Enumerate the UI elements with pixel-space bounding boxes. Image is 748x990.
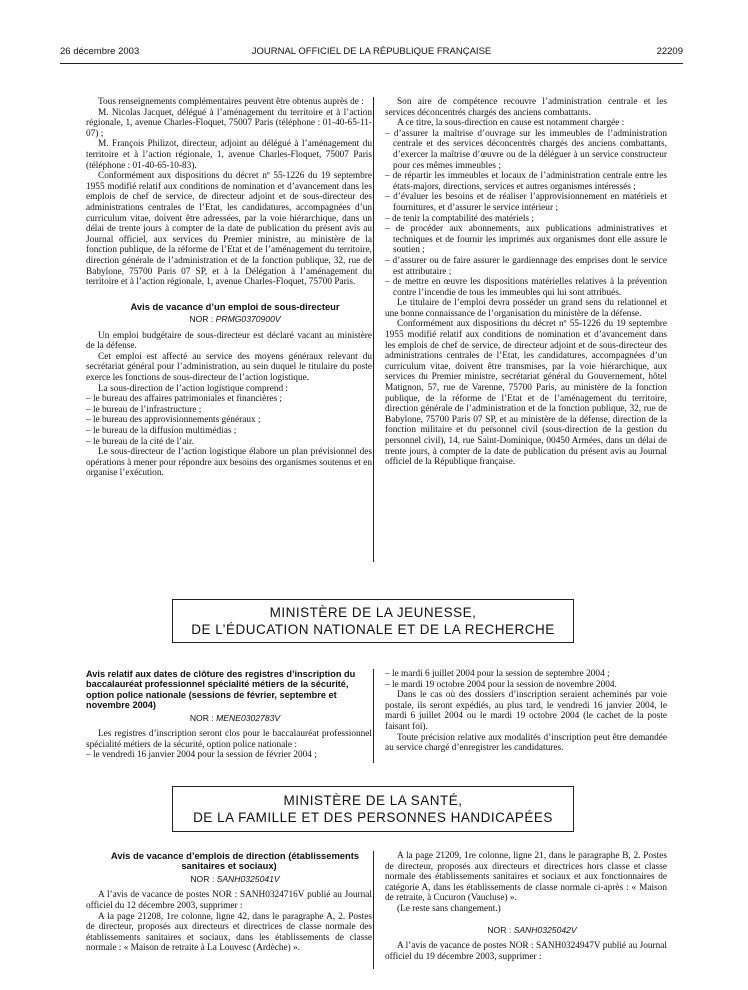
list-item: – d’assurer la maîtrise d’ouvrage sur les immeubles de l’administration centrale et des services déconcentrés chargés des anciens combattants, d’exercer la maîtrise d’œuvre ou de la déléguer à un service constructeur pour ces mêmes immeubles ;: [385, 128, 667, 171]
nor-reference: NOR : SANH0325041V: [190, 873, 280, 884]
list-item: – de mettre en œuvre les dispositions matérielles relatives à la prévention contre l’incendie de tous les immeubles qui lui sont attribués.: [385, 277, 667, 298]
bot-right-column: [385, 851, 667, 962]
header-journal-title: JOURNAL OFFICIEL DE LA RÉPUBLIQUE FRANÇAISE: [251, 46, 492, 57]
ministry-name-line1: MINISTÈRE DE LA JEUNESSE,: [269, 605, 477, 620]
list-item: – d’assurer ou de faire assurer le gardiennage des emprises dont le service est attributaire ;: [385, 255, 667, 277]
paragraph: Un emploi budgétaire de sous-directeur est déclaré vacant au ministère de la défense.: [86, 330, 372, 352]
list-item: – le bureau des affaires patrimoniales et financières ;: [86, 394, 283, 405]
list-item: – d’évaluer les besoins et de réaliser l’approvisionnement en matériels et fournitures, et d’assurer le service intérieur ;: [385, 192, 667, 213]
paragraph: Cet emploi est affecté au service des moyens généraux relevant du secrétariat général pour l’administration, au sein duquel le titulaire du poste exerce les fonctions de sous-directeur de l’action logistique.: [86, 351, 372, 384]
nor-reference: NOR : MENE0302783V: [189, 712, 281, 723]
list-item: – le bureau des approvisionnements généraux ;: [86, 415, 261, 426]
list-item: – le bureau de l’infrastructure ;: [86, 404, 202, 415]
paragraph: M. François Philizot, directeur, adjoint au délégué à l’aménagement du territoire et à l’action régionale, 1, avenue Charles-Floquet, 75007 Paris (téléphone : 01-40-65-10-83).: [86, 139, 372, 171]
header-page-number: 22209: [656, 46, 683, 57]
paragraph: A la page 21209, 1re colonne, ligne 21, dans le paragraphe B, 2. Postes de directeur, proposés aux directeurs et directrices hors classe et classe normale des établissements sanitaires et sociaux et aux fonctionnaires de catégorie A, dans les établissements de classe normale ci-après : « Maison de retraite, à Cucuron (Vaucluse) ».: [385, 851, 667, 904]
list-item: – de tenir la comptabilité des matériels ;: [385, 213, 534, 224]
bot-left-column: [86, 851, 372, 954]
ministry-heading-box: [172, 786, 574, 832]
list-item: – le mardi 6 juillet 2004 pour la session de septembre 2004 ;: [385, 669, 610, 679]
ministry-heading-box: [172, 599, 574, 643]
paragraph: A l’avis de vacance de postes NOR : SANH0324947V publié au Journal officiel du 19 décembre 2003, supprimer :: [385, 941, 667, 962]
column-divider: [373, 669, 374, 763]
paragraph: M. Nicolas Jacquet, délégué à l’aménagement du territoire et à l’action régionale, 1, avenue Charles-Floquet, 75007 Paris (téléphone : 01-40-65-11-07) ;: [86, 107, 372, 139]
notice-title: Avis relatif aux dates de clôture des registres d’inscription du baccalauréat professionnel spécialité métiers de la sécurité, option police nationale (sessions de février, septembre et novembre 2004): [86, 669, 356, 711]
notice-title: Avis de vacance d’emplois de direction (établissements sanitaires et sociaux): [110, 850, 360, 872]
ministry-name-line1: MINISTÈRE DE LA SANTÉ,: [283, 793, 463, 808]
paragraph: A ce titre, la sous-direction en cause est notamment chargée :: [397, 118, 625, 129]
ministry-name-line2: DE L’ÉDUCATION NATIONALE ET DE LA RECHERCHE: [191, 622, 555, 637]
paragraph: (Le reste sans changement.): [397, 903, 501, 914]
top-left-column: [86, 97, 372, 479]
paragraph: Le sous-directeur de l’action logistique élabore un plan prévisionnel des opérations à mener pour répondre aux besoins des organismes soutenus et en organise l’exécution.: [86, 447, 372, 479]
list-item: – le bureau de la cité de l’air.: [86, 436, 194, 447]
list-item: – le bureau de la diffusion multimédias ;: [86, 426, 237, 437]
paragraph: Son aire de compétence recouvre l’administration centrale et les services déconcentrés chargés des anciens combattants.: [385, 97, 667, 118]
mid-left-column: [86, 669, 372, 761]
nor-reference: NOR : SANH0325042V: [487, 924, 577, 935]
notice-title: Avis de vacance d’un emploi de sous-directeur: [130, 300, 340, 312]
nor-reference: NOR : PRMG0370900V: [189, 314, 281, 325]
paragraph: Dans le cas où des dossiers d’inscription seraient acheminés par voie postale, ils seront expédiés, au plus tard, le vendredi 16 janvier 2004, le mardi 6 juillet 2004 ou le mardi 19 octobre 2004 (le cachet de la poste faisant foi).: [385, 690, 667, 732]
column-divider: [373, 97, 374, 562]
paragraph: Le titulaire de l’emploi devra posséder un grand sens du relationnel et une bonne connaissance de l’organisation du ministère de la défense.: [385, 298, 667, 319]
paragraph: La sous-direction de l’action logistique comprend :: [98, 383, 289, 394]
list-item: – le mardi 19 octobre 2004 pour la session de novembre 2004.: [385, 679, 617, 690]
list-item: – le vendredi 16 janvier 2004 pour la session de février 2004 ;: [86, 750, 317, 761]
paragraph: Conformément aux dispositions du décret nº 55-1226 du 19 septembre 1955 modifié relatif aux conditions de nomination et d’avancement dans les emplois de chef de service, de directeur adjoint et de sous-directeur des administrations centrales de l’Etat, les candidatures, accompagnées d’un curriculum vitae, doivent être transmises, par la voie hiérarchique, aux services du Premier ministre, secrétariat général du Gouvernement, hôtel Matignon, 57, rue de Varenne, 75700 Paris, au ministère de la fonction publique, de la réforme de l’Etat et de l’aménagement du territoire, direction générale de l’administration et de la fonction publique, 32, rue de Babylone, 75700 Paris 07 SP, et au ministère de la défense, direction de la fonction militaire et du personnel civil (sous-direction de la gestion du personnel civil), 14, rue Saint-Dominique, 00450 Armées, dans un délai de trente jours, à compter de la date de publication du présent avis au Journal officiel de la République française.: [385, 319, 667, 468]
paragraph: Les registres d’inscription seront clos pour le baccalauréat professionnel spécialité métiers de la sécurité, option police nationale :: [86, 729, 372, 750]
paragraph: A la page 21208, 1re colonne, ligne 42, dans le paragraphe A, 2. Postes de directeur, proposés aux directeurs et directrices de classe normale des établissements sanitaires et sociaux, dans les établissements de classe normale : « Maison de retraite à La Louvesc (Ardèche) ».: [86, 911, 372, 954]
paragraph: Toute précision relative aux modalités d’inscription peut être demandée au service chargé d’enregistrer les candidatures.: [385, 732, 667, 754]
list-item: – de répartir les immeubles et locaux de l’administration centrale entre les états-majors, directions, services et autres organismes intéressés ;: [385, 171, 667, 192]
column-divider: [373, 851, 374, 969]
list-item: – de procéder aux abonnements, aux publications administratives et techniques et de fournir les imprimés aux organismes dont elle assure le soutien ;: [385, 224, 667, 256]
paragraph: A l’avis de vacance de postes NOR : SANH0324716V publié au Journal officiel du 12 décembre 2003, supprimer :: [86, 890, 372, 911]
mid-right-column: [385, 669, 667, 754]
paragraph: Conformément aux dispositions du décret nº 55-1226 du 19 septembre 1955 modifié relatif aux conditions de nomination et d’avancement dans les emplois de chef de service, de directeur adjoint et de sous-directeur des administrations centrales de l’Etat, les candidatures, accompagnées d’un curriculum vitae, doivent être adressées, par la voie hiérarchique, dans un délai de trente jours à compter de la date de publication du présent avis au Journal officiel, aux services du Premier ministre, au ministère de la fonction publique, de la réforme de l’Etat et de l’aménagement du territoire, direction générale de l’administration et de la fonction publique, 32, rue de Babylone, 75700 Paris 07 SP, et à la Délégation à l’aménagement du territoire et à l’action régionale, 1, avenue Charles-Floquet, 75700 Paris.: [86, 171, 372, 288]
paragraph: Tous renseignements complémentaires peuvent être obtenus auprès de :: [98, 97, 364, 107]
page-header: [60, 47, 683, 61]
ministry-name-line2: DE LA FAMILLE ET DES PERSONNES HANDICAPÉES: [193, 810, 553, 825]
header-rule: [60, 63, 683, 64]
header-date: 26 décembre 2003: [60, 46, 140, 57]
top-right-column: [385, 97, 667, 468]
